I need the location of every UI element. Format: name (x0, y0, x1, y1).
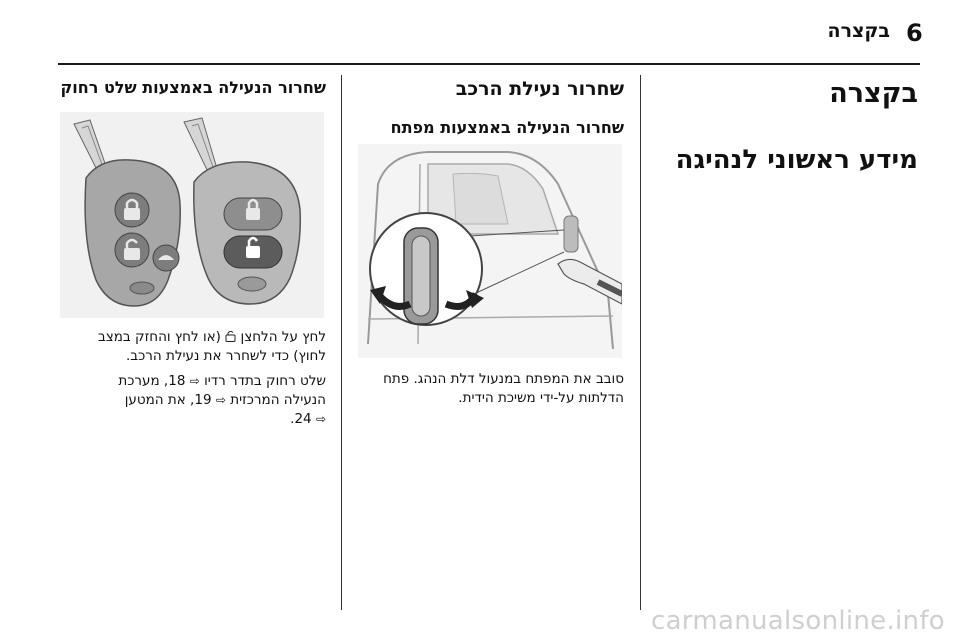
door-key-illustration (358, 144, 622, 358)
body-line: סובב את המפתח במנעול דלת הנהג. פתח (383, 371, 624, 387)
subsection-heading: מידע ראשוני לנהיגה (675, 145, 918, 175)
body-line: הנעילה המרכזית ⇨ 19, את המטען (124, 392, 326, 408)
column-divider-right (640, 75, 641, 610)
unlock-with-key-instructions (352, 370, 624, 408)
watermark: carmanualsonline.info (650, 606, 945, 636)
unlock-with-key-heading: שחרור הנעילה באמצעות מפתח (390, 118, 624, 137)
body-line: לחץ על הלחצן (או לחץ והחזק במצב (97, 329, 326, 345)
remote-key-fobs-illustration (60, 112, 324, 318)
page-number: 6 (906, 19, 923, 47)
running-header-title: בקצרה (827, 20, 890, 42)
unlock-with-remote-heading: שחרור הנעילה באמצעות שלט רחוק (60, 78, 326, 97)
page-reference-arrow-icon: ⇨ (215, 393, 226, 407)
column-divider-left (341, 75, 342, 610)
unlock-vehicle-heading: שחרור נעילת הרכב (455, 78, 624, 100)
page-reference-arrow-icon: ⇨ (189, 374, 200, 388)
section-heading: בקצרה (829, 78, 918, 109)
body-line: ⇨ 24. (290, 411, 326, 427)
body-line: לחוץ) כדי לשחרר את נעילת הרכב. (126, 348, 326, 364)
header-divider (58, 63, 920, 65)
body-line: שלט רחוק בתדר רדיו ⇨ 18, מערכת (118, 373, 326, 389)
page-references (58, 372, 326, 429)
remote-unlock-instructions (58, 328, 326, 366)
page-reference-arrow-icon: ⇨ (315, 412, 326, 426)
unlock-icon (225, 330, 236, 342)
body-line: הדלתות על-ידי משיכת הידית. (458, 390, 624, 406)
